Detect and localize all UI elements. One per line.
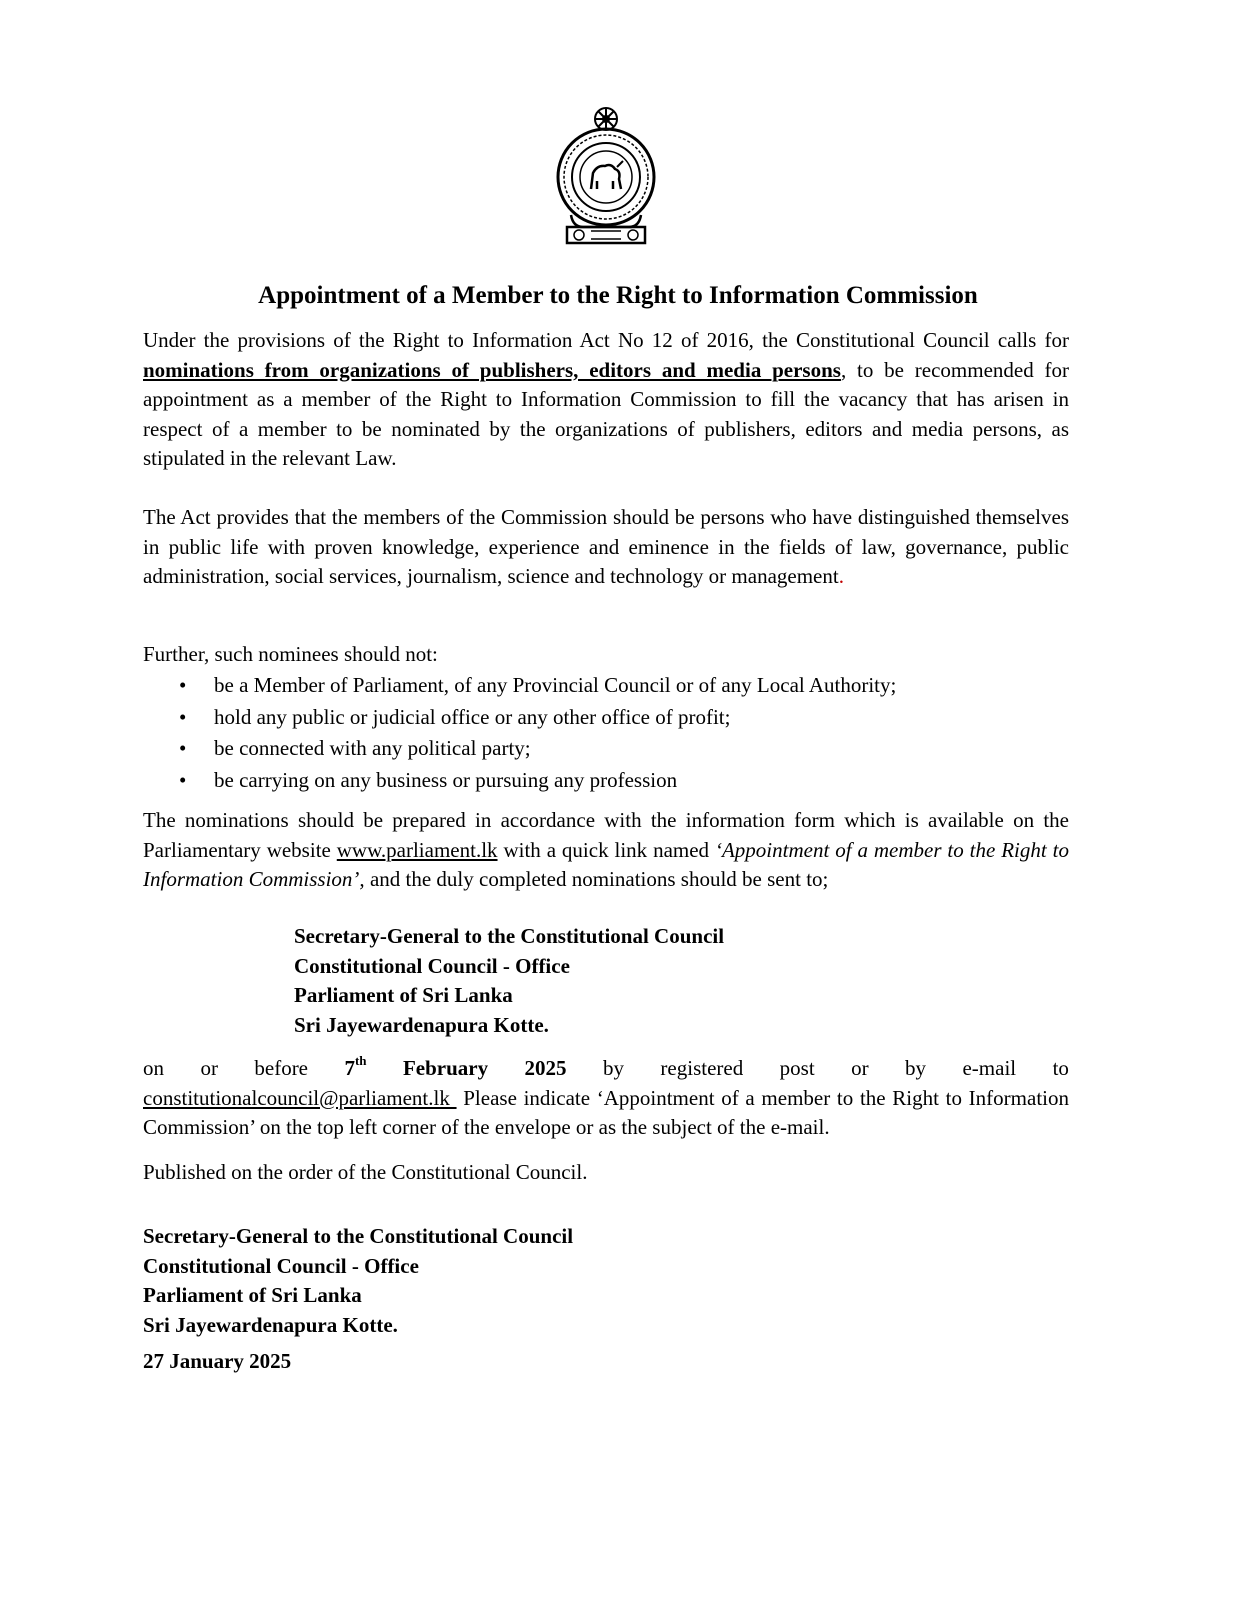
recipient-address	[294, 922, 724, 1040]
sri-lanka-national-emblem-icon	[553, 103, 659, 249]
restrictions-list	[143, 670, 1069, 796]
deadline-rest	[143, 1084, 1069, 1143]
deadline-first-line	[143, 1054, 1069, 1084]
intro-text-end: , to be recommended for appointment as a member of the Right to Information Commission to fill the vacancy that has arisen in respect of a member to be nominated by the organizations of publishers, editors and media persons, as stipulated in the relevant Law.	[143, 357, 1069, 470]
instructions-text-mid: with a quick link named	[497, 837, 715, 862]
address-line: Parliament of Sri Lanka	[294, 983, 513, 1007]
quick-link-name: ‘Appointment of a member to the Right to Information Commission’,	[143, 837, 1069, 891]
deadline-word: or	[200, 1056, 218, 1080]
list-item: • be connected with any political party;	[143, 733, 1069, 765]
address-line: Constitutional Council - Office	[294, 953, 570, 978]
signature-line: Secretary-General to the Constitutional Council	[143, 1224, 574, 1248]
deadline-word: to	[1052, 1056, 1069, 1080]
page-title: Appointment of a Member to the Right to Information Commission	[258, 282, 978, 309]
deadline-day	[344, 1054, 366, 1084]
deadline-word: or	[851, 1056, 869, 1080]
signature-line: Sri Jayewardenapura Kotte.	[143, 1312, 398, 1337]
restrictions-lead: Further, such nominees should not:	[143, 642, 438, 666]
deadline-word: on	[143, 1056, 164, 1080]
deadline-word: by	[905, 1056, 927, 1080]
deadline-word: registered	[660, 1056, 744, 1080]
website-link[interactable]: www.parliament.lk	[336, 837, 498, 862]
email-link[interactable]: constitutionalcouncil@parliament.lk	[143, 1085, 457, 1110]
deadline-month: February	[402, 1056, 489, 1080]
list-item: • be a Member of Parliament, of any Provincial Council or of any Local Authority;	[143, 670, 1069, 702]
signature-line: Constitutional Council - Office	[143, 1253, 419, 1278]
deadline-word: e-mail	[962, 1056, 1017, 1080]
deadline-day-number: 7	[344, 1056, 355, 1080]
qualifications-end: .	[838, 564, 844, 588]
qualifications-text: The Act provides that the members of the Commission should be persons who have distinguished themselves in public life with proven knowledge, experience and eminence in the fields of law, governance, public administration, social services, journalism, science and technology or management	[143, 505, 1069, 588]
deadline-word: by	[602, 1056, 624, 1080]
deadline-paragraph	[143, 1054, 1069, 1143]
deadline-day-suffix: th	[354, 1053, 367, 1068]
list-item: • be carrying on any business or pursuing any profession	[143, 765, 1069, 797]
deadline-instructions: Please indicate ‘Appointment of a member to the Right to Information Commission’ on the top left corner of the envelope or as the subject of the e-mail.	[143, 1085, 1069, 1139]
signature-line: Parliament of Sri Lanka	[143, 1283, 362, 1307]
list-item: • hold any public or judicial office or any other office of profit;	[143, 702, 1069, 734]
deadline-year: 2025	[524, 1056, 567, 1080]
intro-paragraph	[143, 326, 1069, 474]
deadline-word: post	[779, 1056, 815, 1080]
address-line: Sri Jayewardenapura Kotte.	[294, 1012, 549, 1037]
instructions-paragraph	[143, 806, 1069, 895]
deadline-word: before	[254, 1056, 309, 1080]
instructions-text-end: and the duly completed nominations should be sent to;	[364, 867, 829, 891]
nominations-emphasis: nominations from organizations of publishers, editors and media persons	[143, 357, 841, 382]
address-line: Secretary-General to the Constitutional Council	[294, 924, 725, 948]
published-note: Published on the order of the Constitutional Council.	[143, 1160, 588, 1184]
intro-text-start: Under the provisions of the Right to Information Act No 12 of 2016, the Constitutional Council calls for	[143, 328, 1069, 352]
signature-block	[143, 1222, 573, 1340]
instructions-text-start: The nominations should be prepared in accordance with the information form which is available on the Parliamentary website	[143, 808, 1069, 862]
document-date: 27 January 2025	[143, 1349, 292, 1373]
qualifications-paragraph	[143, 503, 1069, 592]
